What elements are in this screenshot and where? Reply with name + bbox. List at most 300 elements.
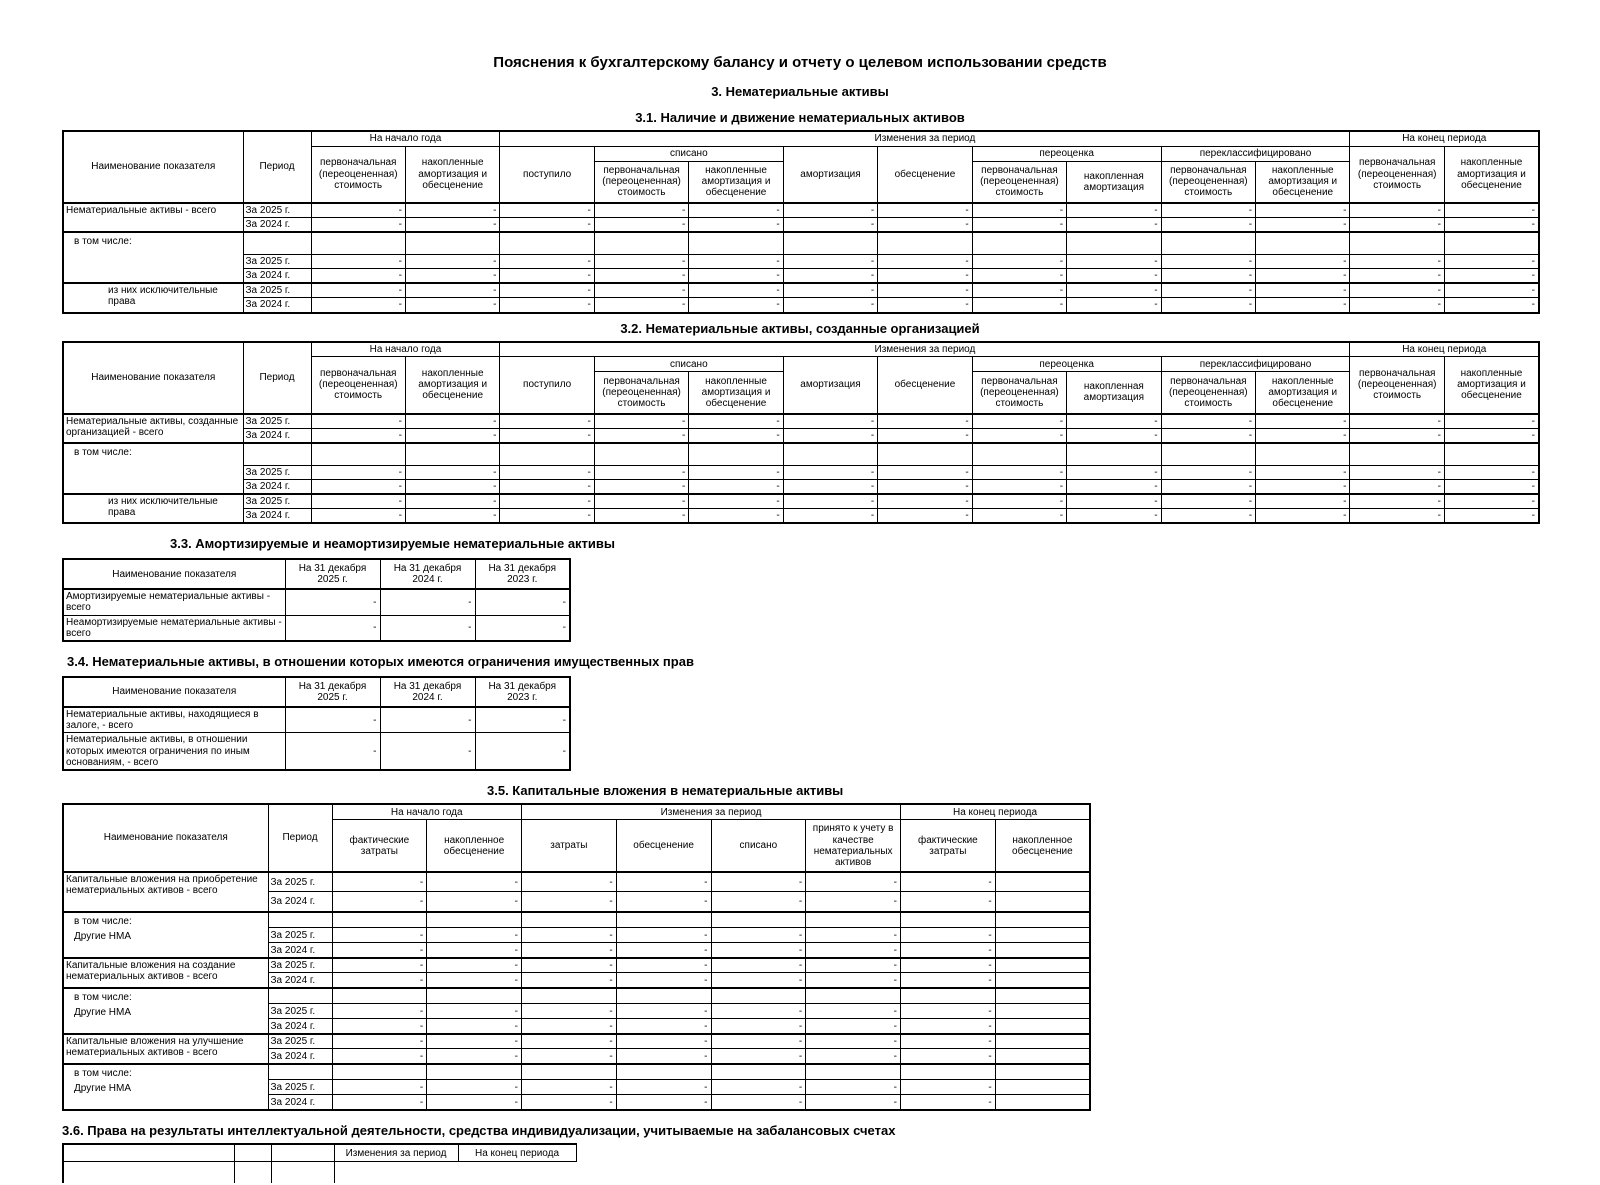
value-cell — [500, 443, 594, 465]
value-cell: - — [972, 428, 1066, 443]
value-cell: - — [522, 1080, 617, 1095]
value-cell — [689, 232, 783, 254]
value-cell — [878, 232, 972, 254]
period-cell: За 2024 г. — [243, 269, 311, 284]
value-cell: - — [522, 1034, 617, 1049]
row-label: Нематериальные активы, созданные организацией - всего — [63, 414, 243, 443]
value-cell: - — [1256, 465, 1350, 479]
value-cell: - — [878, 509, 972, 524]
value-cell: - — [1444, 414, 1539, 429]
value-cell: - — [878, 283, 972, 298]
value-cell: - — [1161, 509, 1255, 524]
value-cell: - — [901, 943, 996, 958]
value-cell: - — [1350, 465, 1444, 479]
empty-cell — [234, 1162, 271, 1183]
col-header-initial-cost: первоначальная (переоцененная) стоимость — [594, 372, 688, 414]
period-cell: За 2025 г. — [268, 1034, 332, 1049]
value-cell: - — [311, 269, 405, 284]
value-cell: - — [711, 1019, 806, 1034]
value-cell: - — [1256, 269, 1350, 284]
value-cell: - — [972, 494, 1066, 509]
value-cell: - — [311, 494, 405, 509]
value-cell: - — [311, 414, 405, 429]
col-header-initial-cost: первоначальная (переоцененная) стоимость — [311, 146, 405, 203]
value-cell: - — [1444, 428, 1539, 443]
value-cell: - — [783, 494, 877, 509]
col-header-period: Период — [243, 131, 311, 203]
value-cell: - — [711, 973, 806, 988]
value-cell: - — [972, 414, 1066, 429]
group-header-end-of-period: На конец периода — [1350, 131, 1539, 146]
section-3-title: 3. Нематериальные активы — [711, 84, 889, 99]
value-cell: - — [806, 1049, 901, 1064]
value-cell — [1444, 232, 1539, 254]
value-cell: - — [878, 428, 972, 443]
col-header-initial-cost: первоначальная (переоцененная) стоимость — [1350, 357, 1444, 414]
value-cell — [405, 232, 499, 254]
value-cell: - — [901, 1034, 996, 1049]
value-cell: - — [500, 298, 594, 313]
value-cell: - — [689, 494, 783, 509]
value-cell: - — [783, 414, 877, 429]
value-cell: - — [285, 615, 380, 641]
value-cell: - — [285, 589, 380, 615]
value-cell: - — [1256, 254, 1350, 268]
value-cell: - — [332, 1019, 427, 1034]
value-cell: - — [711, 928, 806, 943]
value-cell: - — [616, 892, 711, 912]
value-cell: - — [380, 733, 475, 770]
value-cell: - — [1444, 479, 1539, 494]
page — [0, 54, 1600, 1185]
col-header-name: Наименование показателя — [63, 342, 243, 414]
period-cell: За 2025 г. — [243, 254, 311, 268]
value-cell — [616, 912, 711, 928]
col-header-name: Наименование показателя — [63, 131, 243, 203]
group-header-changes: Изменения за период — [334, 1144, 458, 1162]
group-header-end-of-period: На конец периода — [901, 804, 1091, 820]
value-cell — [405, 443, 499, 465]
value-cell: - — [405, 479, 499, 494]
value-cell: - — [1067, 203, 1161, 218]
col-header-name: Наименование показателя — [63, 677, 285, 707]
period-cell: За 2024 г. — [268, 1049, 332, 1064]
group-header-reclassified: переклассифицировано — [1161, 146, 1350, 161]
table-3-2-assets-created-by-organization — [62, 341, 1540, 525]
value-cell: - — [1350, 479, 1444, 494]
value-cell: - — [972, 509, 1066, 524]
value-cell: - — [1444, 283, 1539, 298]
value-cell — [995, 1034, 1090, 1049]
value-cell: - — [427, 1019, 522, 1034]
value-cell: - — [332, 1095, 427, 1110]
group-header-start-of-year: На начало года — [332, 804, 522, 820]
value-cell — [1350, 443, 1444, 465]
value-cell: - — [405, 465, 499, 479]
period-cell: За 2025 г. — [243, 494, 311, 509]
value-cell — [806, 1064, 901, 1080]
value-cell — [995, 1004, 1090, 1019]
empty-cell — [63, 1162, 234, 1183]
value-cell: - — [689, 465, 783, 479]
period-cell: За 2024 г. — [268, 1019, 332, 1034]
group-header-written-off: списано — [594, 357, 783, 372]
value-cell: - — [427, 892, 522, 912]
value-cell: - — [475, 615, 570, 641]
col-header-received: поступило — [500, 357, 594, 414]
col-header-initial-cost: первоначальная (переоцененная) стоимость — [972, 161, 1066, 203]
col-header-initial-cost: первоначальная (переоцененная) стоимость — [311, 357, 405, 414]
period-cell: За 2025 г. — [243, 465, 311, 479]
value-cell: - — [616, 1004, 711, 1019]
value-cell: - — [427, 1004, 522, 1019]
col-header-actual-costs: фактические затраты — [332, 820, 427, 872]
value-cell: - — [806, 1034, 901, 1049]
value-cell — [311, 443, 405, 465]
value-cell: - — [711, 958, 806, 973]
value-cell: - — [1256, 203, 1350, 218]
value-cell: - — [1067, 494, 1161, 509]
value-cell: - — [616, 1034, 711, 1049]
empty-cell — [458, 1162, 576, 1183]
value-cell: - — [806, 928, 901, 943]
value-cell: - — [616, 1019, 711, 1034]
row-label: из них исключительные права — [63, 494, 243, 523]
col-header-accum-impair: накопленное обесценение — [427, 820, 522, 872]
period-cell: За 2025 г. — [268, 1004, 332, 1019]
value-cell: - — [311, 428, 405, 443]
value-cell: - — [616, 1080, 711, 1095]
value-cell — [332, 988, 427, 1004]
value-cell — [1350, 232, 1444, 254]
col-header-date-2023: На 31 декабря 2023 г. — [475, 677, 570, 707]
value-cell: - — [616, 958, 711, 973]
value-cell: - — [1161, 203, 1255, 218]
table-3-5-capital-investments — [62, 803, 1091, 1111]
col-header-initial-cost: первоначальная (переоцененная) стоимость — [1350, 146, 1444, 203]
value-cell — [901, 988, 996, 1004]
value-cell: - — [806, 1004, 901, 1019]
value-cell: - — [475, 707, 570, 733]
row-label: Нематериальные активы, находящиеся в залоге, - всего — [63, 707, 285, 733]
value-cell — [806, 988, 901, 1004]
value-cell: - — [1067, 414, 1161, 429]
value-cell: - — [1350, 494, 1444, 509]
value-cell: - — [1161, 465, 1255, 479]
value-cell — [522, 988, 617, 1004]
value-cell: - — [878, 494, 972, 509]
period-cell: За 2024 г. — [268, 1095, 332, 1110]
value-cell: - — [878, 218, 972, 233]
value-cell: - — [616, 973, 711, 988]
value-cell: - — [878, 414, 972, 429]
value-cell — [332, 1064, 427, 1080]
col-header-date-2024: На 31 декабря 2024 г. — [380, 677, 475, 707]
value-cell — [711, 912, 806, 928]
value-cell: - — [806, 1080, 901, 1095]
value-cell: - — [311, 254, 405, 268]
value-cell: - — [594, 218, 688, 233]
col-header-actual-costs: фактические затраты — [901, 820, 996, 872]
value-cell: - — [806, 872, 901, 892]
value-cell: - — [1444, 269, 1539, 284]
col-header-initial-cost: первоначальная (переоцененная) стоимость — [972, 372, 1066, 414]
value-cell: - — [783, 203, 877, 218]
period-cell: За 2024 г. — [268, 892, 332, 912]
value-cell: - — [972, 203, 1066, 218]
col-header-accum-amort-impair: накопленные амортизация и обесценение — [689, 161, 783, 203]
value-cell: - — [972, 298, 1066, 313]
value-cell: - — [311, 465, 405, 479]
value-cell: - — [689, 254, 783, 268]
period-cell — [243, 443, 311, 465]
empty-cell — [271, 1144, 334, 1162]
empty-cell — [63, 1144, 234, 1162]
group-header-end-of-period: На конец периода — [458, 1144, 576, 1162]
value-cell — [522, 1064, 617, 1080]
value-cell: - — [1067, 254, 1161, 268]
value-cell — [995, 928, 1090, 943]
section-3-1-title: 3.1. Наличие и движение нематериальных активов — [635, 110, 965, 125]
value-cell: - — [901, 1004, 996, 1019]
value-cell: - — [1161, 218, 1255, 233]
value-cell: - — [878, 254, 972, 268]
period-cell — [268, 988, 332, 1004]
value-cell: - — [1350, 428, 1444, 443]
value-cell: - — [783, 283, 877, 298]
table-3-4-restricted-rights — [62, 676, 571, 771]
value-cell — [995, 943, 1090, 958]
value-cell: - — [332, 892, 427, 912]
col-header-received: поступило — [500, 146, 594, 203]
col-header-costs: затраты — [522, 820, 617, 872]
value-cell: - — [1444, 465, 1539, 479]
row-label: из них исключительные права — [63, 283, 243, 312]
value-cell: - — [972, 254, 1066, 268]
value-cell — [995, 912, 1090, 928]
value-cell: - — [972, 269, 1066, 284]
value-cell — [427, 912, 522, 928]
value-cell: - — [1067, 269, 1161, 284]
value-cell: - — [689, 414, 783, 429]
value-cell — [995, 1019, 1090, 1034]
value-cell: - — [594, 494, 688, 509]
value-cell — [806, 912, 901, 928]
value-cell: - — [616, 943, 711, 958]
value-cell — [311, 232, 405, 254]
value-cell: - — [878, 269, 972, 284]
value-cell: - — [1067, 465, 1161, 479]
value-cell: - — [1067, 218, 1161, 233]
table-3-1-intangible-assets-movement — [62, 130, 1540, 314]
period-cell: За 2024 г. — [243, 218, 311, 233]
value-cell: - — [1444, 218, 1539, 233]
value-cell: - — [380, 615, 475, 641]
table-3-6-header-fragment — [62, 1143, 577, 1183]
value-cell — [616, 1064, 711, 1080]
value-cell: - — [594, 428, 688, 443]
value-cell: - — [783, 218, 877, 233]
period-cell — [243, 232, 311, 254]
period-cell: За 2024 г. — [243, 479, 311, 494]
value-cell: - — [380, 589, 475, 615]
value-cell: - — [806, 973, 901, 988]
value-cell: - — [594, 298, 688, 313]
row-label: в том числе: Другие НМА — [63, 1064, 268, 1110]
value-cell: - — [311, 218, 405, 233]
value-cell: - — [405, 509, 499, 524]
value-cell: - — [689, 509, 783, 524]
value-cell: - — [901, 892, 996, 912]
value-cell: - — [332, 1080, 427, 1095]
value-cell — [1256, 443, 1350, 465]
section-3-2-title: 3.2. Нематериальные активы, созданные организацией — [620, 320, 980, 336]
section-3-4-title: 3.4. Нематериальные активы, в отношении которых имеются ограничения имущественных прав — [67, 654, 694, 669]
section-3-3-title: 3.3. Амортизируемые и неамортизируемые нематериальные активы — [170, 536, 616, 552]
value-cell: - — [475, 733, 570, 770]
period-cell — [268, 912, 332, 928]
value-cell: - — [1161, 428, 1255, 443]
value-cell: - — [1256, 414, 1350, 429]
value-cell: - — [405, 494, 499, 509]
value-cell: - — [901, 1049, 996, 1064]
value-cell: - — [689, 218, 783, 233]
value-cell: - — [500, 218, 594, 233]
col-header-accepted-as-intangible: принято к учету в качестве нематериальных активов — [806, 820, 901, 872]
value-cell: - — [332, 1004, 427, 1019]
col-header-period: Период — [268, 804, 332, 872]
table-3-3-amortizable-nonamortizable — [62, 558, 571, 642]
value-cell: - — [1444, 494, 1539, 509]
value-cell — [995, 973, 1090, 988]
value-cell: - — [285, 733, 380, 770]
empty-cell — [271, 1162, 334, 1183]
value-cell: - — [711, 1034, 806, 1049]
value-cell: - — [1067, 428, 1161, 443]
value-cell: - — [901, 1095, 996, 1110]
value-cell: - — [405, 254, 499, 268]
value-cell — [783, 443, 877, 465]
value-cell — [500, 232, 594, 254]
col-header-date-2025: На 31 декабря 2025 г. — [285, 559, 380, 589]
value-cell: - — [594, 203, 688, 218]
col-header-accum-amort-impair: накопленные амортизация и обесценение — [689, 372, 783, 414]
row-label: Капитальные вложения на улучшение нематериальных активов - всего — [63, 1034, 268, 1064]
value-cell: - — [972, 283, 1066, 298]
value-cell — [995, 988, 1090, 1004]
value-cell: - — [522, 943, 617, 958]
value-cell: - — [427, 1095, 522, 1110]
value-cell: - — [332, 973, 427, 988]
value-cell: - — [783, 269, 877, 284]
value-cell: - — [332, 958, 427, 973]
value-cell: - — [500, 465, 594, 479]
value-cell: - — [806, 943, 901, 958]
value-cell: - — [1161, 283, 1255, 298]
value-cell — [995, 1080, 1090, 1095]
value-cell: - — [901, 973, 996, 988]
value-cell: - — [311, 298, 405, 313]
value-cell: - — [1350, 269, 1444, 284]
value-cell — [1067, 443, 1161, 465]
period-cell: За 2025 г. — [268, 958, 332, 973]
row-label: Неамортизируемые нематериальные активы - всего — [63, 615, 285, 641]
value-cell: - — [522, 872, 617, 892]
period-cell — [268, 1064, 332, 1080]
value-cell: - — [500, 203, 594, 218]
value-cell: - — [1161, 494, 1255, 509]
value-cell: - — [427, 973, 522, 988]
value-cell: - — [1350, 414, 1444, 429]
col-header-accum-amort: накопленная амортизация — [1067, 372, 1161, 414]
value-cell: - — [500, 254, 594, 268]
value-cell — [995, 1064, 1090, 1080]
value-cell — [711, 1064, 806, 1080]
group-header-reclassified: переклассифицировано — [1161, 357, 1350, 372]
group-header-revaluation: переоценка — [972, 357, 1161, 372]
period-cell: За 2025 г. — [268, 872, 332, 892]
value-cell: - — [878, 465, 972, 479]
col-header-amortization: амортизация — [783, 146, 877, 203]
value-cell: - — [1161, 269, 1255, 284]
value-cell: - — [522, 973, 617, 988]
col-header-name: Наименование показателя — [63, 804, 268, 872]
section-3-5-title: 3.5. Капитальные вложения в нематериальные активы — [487, 782, 844, 798]
value-cell: - — [711, 1049, 806, 1064]
period-cell: За 2025 г. — [268, 1080, 332, 1095]
value-cell — [1256, 232, 1350, 254]
value-cell: - — [689, 479, 783, 494]
value-cell: - — [594, 414, 688, 429]
value-cell: - — [332, 943, 427, 958]
empty-cell — [334, 1162, 458, 1183]
value-cell: - — [427, 872, 522, 892]
value-cell: - — [711, 1080, 806, 1095]
col-header-impairment: обесценение — [616, 820, 711, 872]
group-header-changes: Изменения за период — [522, 804, 901, 820]
value-cell: - — [689, 428, 783, 443]
group-header-changes: Изменения за период — [500, 131, 1350, 146]
value-cell: - — [1444, 203, 1539, 218]
value-cell: - — [500, 283, 594, 298]
col-header-impairment: обесценение — [878, 146, 972, 203]
col-header-impairment: обесценение — [878, 357, 972, 414]
row-label: Капитальные вложения на приобретение нематериальных активов - всего — [63, 872, 268, 912]
col-header-initial-cost: первоначальная (переоцененная) стоимость — [1161, 372, 1255, 414]
value-cell: - — [522, 1019, 617, 1034]
value-cell: - — [1067, 479, 1161, 494]
value-cell: - — [1067, 283, 1161, 298]
value-cell: - — [311, 283, 405, 298]
col-header-amortization: амортизация — [783, 357, 877, 414]
value-cell — [522, 912, 617, 928]
value-cell: - — [783, 509, 877, 524]
value-cell: - — [311, 203, 405, 218]
value-cell: - — [1256, 479, 1350, 494]
value-cell: - — [1256, 509, 1350, 524]
empty-cell — [234, 1144, 271, 1162]
col-header-accum-amort-impair: накопленные амортизация и обесценение — [1444, 357, 1539, 414]
value-cell: - — [1444, 254, 1539, 268]
group-header-start-of-year: На начало года — [311, 342, 500, 357]
value-cell: - — [901, 872, 996, 892]
section-3-6-title: 3.6. Права на результаты интеллектуальной деятельности, средства индивидуализации, учитываемые на забалансовых счетах — [62, 1122, 896, 1138]
row-label: Нематериальные активы - всего — [63, 203, 243, 232]
value-cell: - — [1256, 494, 1350, 509]
value-cell: - — [1350, 254, 1444, 268]
period-cell: За 2024 г. — [268, 943, 332, 958]
row-label: в том числе: — [63, 232, 243, 283]
